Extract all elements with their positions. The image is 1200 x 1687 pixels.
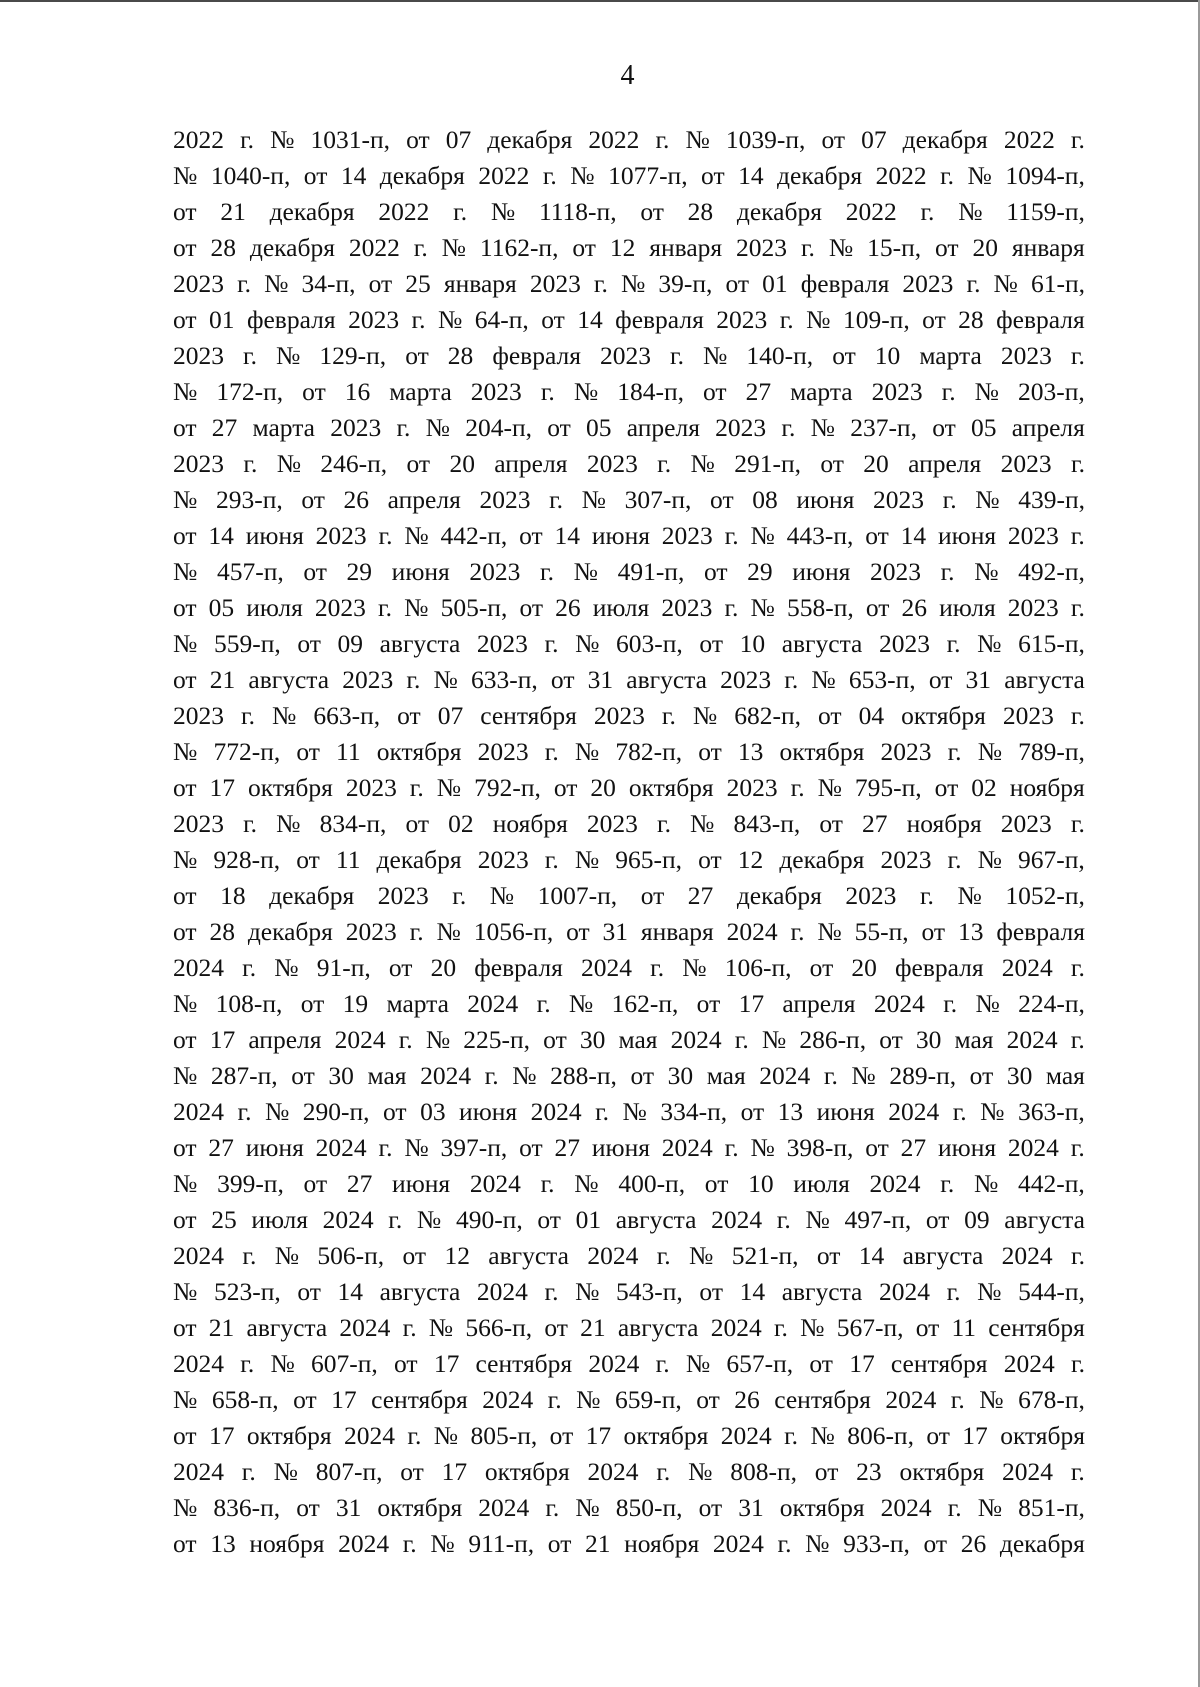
text-line: № 523-п, от 14 августа 2024 г. № 543-п, от 14 августа 2024 г. № 544-п, <box>173 1277 1085 1306</box>
text-line: от 05 июля 2023 г. № 505-п, от 26 июля 2023 г. № 558-п, от 26 июля 2023 г. <box>173 593 1085 622</box>
text-line: № 658-п, от 17 сентября 2024 г. № 659-п, от 26 сентября 2024 г. № 678-п, <box>173 1385 1085 1414</box>
text-line: от 27 марта 2023 г. № 204-п, от 05 апреля 2023 г. № 237-п, от 05 апреля <box>173 413 1085 442</box>
text-line: от 13 ноября 2024 г. № 911-п, от 21 ноября 2024 г. № 933-п, от 26 декабря <box>173 1529 1085 1558</box>
text-line: № 559-п, от 09 августа 2023 г. № 603-п, от 10 августа 2023 г. № 615-п, <box>173 629 1085 658</box>
text-line: от 28 декабря 2022 г. № 1162-п, от 12 января 2023 г. № 15-п, от 20 января <box>173 233 1085 262</box>
text-line: 2023 г. № 129-п, от 28 февраля 2023 г. № 140-п, от 10 марта 2023 г. <box>173 341 1085 370</box>
text-line: 2023 г. № 663-п, от 07 сентября 2023 г. № 682-п, от 04 октября 2023 г. <box>173 701 1085 730</box>
text-line: от 21 августа 2024 г. № 566-п, от 21 августа 2024 г. № 567-п, от 11 сентября <box>173 1313 1085 1342</box>
text-line: № 172-п, от 16 марта 2023 г. № 184-п, от 27 марта 2023 г. № 203-п, <box>173 377 1085 406</box>
text-line: № 1040-п, от 14 декабря 2022 г. № 1077-п, от 14 декабря 2022 г. № 1094-п, <box>173 161 1085 190</box>
text-line: от 14 июня 2023 г. № 442-п, от 14 июня 2023 г. № 443-п, от 14 июня 2023 г. <box>173 521 1085 550</box>
scan-border-top <box>0 0 1200 2</box>
text-line: 2023 г. № 246-п, от 20 апреля 2023 г. № 291-п, от 20 апреля 2023 г. <box>173 449 1085 478</box>
text-line: от 17 октября 2023 г. № 792-п, от 20 октября 2023 г. № 795-п, от 02 ноября <box>173 773 1085 802</box>
text-line: от 17 октября 2024 г. № 805-п, от 17 октября 2024 г. № 806-п, от 17 октября <box>173 1421 1085 1450</box>
text-line: № 293-п, от 26 апреля 2023 г. № 307-п, от 08 июня 2023 г. № 439-п, <box>173 485 1085 514</box>
text-line: 2024 г. № 91-п, от 20 февраля 2024 г. № 106-п, от 20 февраля 2024 г. <box>173 953 1085 982</box>
text-line: 2024 г. № 290-п, от 03 июня 2024 г. № 334-п, от 13 июня 2024 г. № 363-п, <box>173 1097 1085 1126</box>
text-line: 2023 г. № 834-п, от 02 ноября 2023 г. № 843-п, от 27 ноября 2023 г. <box>173 809 1085 838</box>
text-line: 2024 г. № 607-п, от 17 сентября 2024 г. № 657-п, от 17 сентября 2024 г. <box>173 1349 1085 1378</box>
page-number: 4 <box>620 60 635 91</box>
text-line: 2022 г. № 1031-п, от 07 декабря 2022 г. № 1039-п, от 07 декабря 2022 г. <box>173 125 1085 154</box>
text-line: от 27 июня 2024 г. № 397-п, от 27 июня 2024 г. № 398-п, от 27 июня 2024 г. <box>173 1133 1085 1162</box>
text-line: от 21 августа 2023 г. № 633-п, от 31 августа 2023 г. № 653-п, от 31 августа <box>173 665 1085 694</box>
text-line: № 108-п, от 19 марта 2024 г. № 162-п, от 17 апреля 2024 г. № 224-п, <box>173 989 1085 1018</box>
text-line: от 01 февраля 2023 г. № 64-п, от 14 февраля 2023 г. № 109-п, от 28 февраля <box>173 305 1085 334</box>
text-line: от 28 декабря 2023 г. № 1056-п, от 31 января 2024 г. № 55-п, от 13 февраля <box>173 917 1085 946</box>
text-line: 2023 г. № 34-п, от 25 января 2023 г. № 39-п, от 01 февраля 2023 г. № 61-п, <box>173 269 1085 298</box>
text-line: № 399-п, от 27 июня 2024 г. № 400-п, от 10 июля 2024 г. № 442-п, <box>173 1169 1085 1198</box>
text-line: 2024 г. № 506-п, от 12 августа 2024 г. № 521-п, от 14 августа 2024 г. <box>173 1241 1085 1270</box>
text-line: № 772-п, от 11 октября 2023 г. № 782-п, от 13 октября 2023 г. № 789-п, <box>173 737 1085 766</box>
text-line: № 928-п, от 11 декабря 2023 г. № 965-п, от 12 декабря 2023 г. № 967-п, <box>173 845 1085 874</box>
text-line: № 836-п, от 31 октября 2024 г. № 850-п, от 31 октября 2024 г. № 851-п, <box>173 1493 1085 1522</box>
text-line: от 17 апреля 2024 г. № 225-п, от 30 мая 2024 г. № 286-п, от 30 мая 2024 г. <box>173 1025 1085 1054</box>
text-line: от 18 декабря 2023 г. № 1007-п, от 27 декабря 2023 г. № 1052-п, <box>173 881 1085 910</box>
text-line: от 21 декабря 2022 г. № 1118-п, от 28 декабря 2022 г. № 1159-п, <box>173 197 1085 226</box>
text-line: № 287-п, от 30 мая 2024 г. № 288-п, от 30 мая 2024 г. № 289-п, от 30 мая <box>173 1061 1085 1090</box>
body-text <box>173 122 1085 1562</box>
text-line: 2024 г. № 807-п, от 17 октября 2024 г. № 808-п, от 23 октября 2024 г. <box>173 1457 1085 1486</box>
text-line: от 25 июля 2024 г. № 490-п, от 01 августа 2024 г. № 497-п, от 09 августа <box>173 1205 1085 1234</box>
text-line: № 457-п, от 29 июня 2023 г. № 491-п, от 29 июня 2023 г. № 492-п, <box>173 557 1085 586</box>
